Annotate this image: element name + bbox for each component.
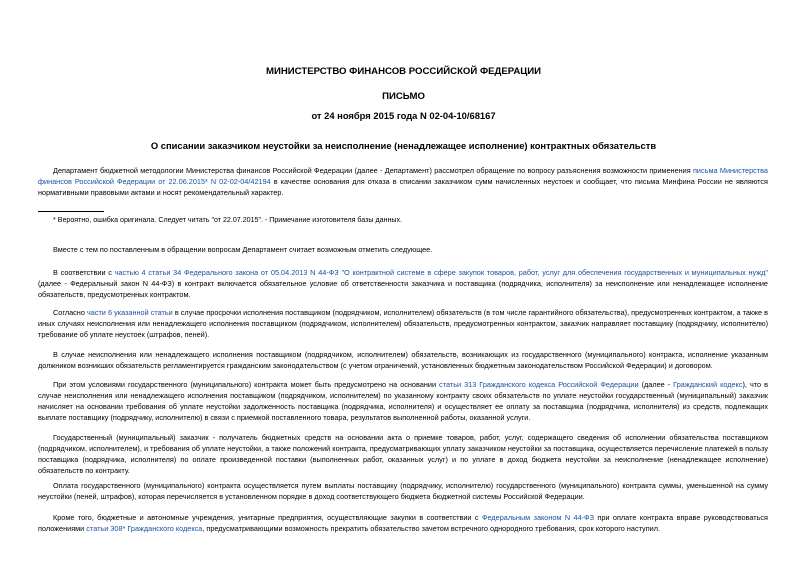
footnote: * Вероятно, ошибка оригинала. Следует читать "от 22.07.2015". - Примечание изготовителя базы данных. (53, 216, 403, 224)
paragraph-1-text-a: Департамент бюджетной методологии Министерства финансов Российской Федерации (далее - Департамент) рассмотрел обращение по вопросу разъяснения возможности применения (53, 166, 693, 175)
document-type: ПИСЬМО (382, 91, 425, 102)
paragraph-3-text-b: (далее - Федеральный закон N 44-ФЗ) в контракт включается обязательное условие об ответственности заказчика и поставщика (подрядчика, исполнителя) за неисполнение или ненадлежащее исполнение обязательств, предусмотренных контрактом. (38, 279, 768, 299)
paragraph-3 (38, 267, 768, 300)
paragraph-9-text-b: при оплате контракта вправе руководствоваться положениями (38, 513, 768, 533)
paragraph-4-text-b: в случае просрочки исполнения поставщиком (подрядчиком, исполнителем) обязательств (в том числе гарантийного обязательства), предусмотренных контрактом, а также в иных случаях неисполнения или ненадлежащего исполнения поставщиком (подрядчиком, исполнителем) обязательств, предусмотренных контрактом, заказчик направляет поставщику (подрядчику, исполнителю) требование об уплате неустоек (штрафов, пеней). (38, 308, 768, 339)
paragraph-6-text-a: При этом условиями государственного (муниципального) контракта может быть предусмотрено на основании (53, 380, 440, 389)
paragraph-6 (38, 379, 768, 423)
paragraph-5: В случае неисполнения или ненадлежащего исполнения поставщиком (подрядчиком, исполнителем) обязательств, возникающих из государственного (муниципального) контракта, исполнение указанным должником возникших обязательств регламентируется гражданским законодательством (с учетом ограничений, установленных бюджетным законодательством Российской Федерации) и договором. (38, 350, 768, 370)
link-civil-code-article-313[interactable]: статьи 313 Гражданского кодекса Российской Федерации (439, 380, 639, 389)
paragraph-1 (38, 165, 768, 198)
paragraph-9 (38, 512, 768, 534)
paragraph-4-text-a: Согласно (53, 308, 87, 317)
paragraph-7: Государственный (муниципальный) заказчик - получатель бюджетных средств на основании акта о приемке товаров, работ, услуг, содержащего сведения об исполнении обязательства поставщиком (подрядчиком, исполнителем), и требования об уплате неустойки, а также положений контракта, предусматривающих уплату заказчиком неустойки за поставщика, осуществляется перечисление платежей в пользу поставщика (подрядчика, исполнителя) по оплате произведенной поставки (выполненных работ, оказанных услуг) и по уплате в доход бюджета неустойки за неисполнение (ненадлежащее исполнение) обязательств по контракту. (38, 433, 768, 475)
link-minfin-letter[interactable]: письма Министерства финансов Российской Федерации от 22.06.2015* N 02-02-04/42194 (38, 166, 768, 186)
paragraph-6-text-b: (далее - (638, 380, 674, 389)
paragraph-1-text-b: в качестве основания для отказа в списании заказчиком сумм начисленных неустоек и сообщает, что письма Минфина России не являются нормативными правовыми актами и носят рекомендательный характер. (38, 177, 768, 197)
paragraph-6-text-c: ), что в случае неисполнения или ненадлежащего исполнения поставщиком (подрядчиком, исполнителем) по указанному контракту своих обязательств по уплате неустойки государственный (муниципальный) заказчик начисляет на основании требования об уплате неустойки задолженность поставщика (подрядчика, исполнителя) и осуществляет ее оплату за поставщика (подрядчика, исполнителя) из средств, подлежащих выплате поставщику (подрядчику, исполнителю) в связи с приемкой поставленного товара, результатов выполненной работы, оказанной услуги. (38, 380, 768, 422)
footnote-divider (38, 211, 104, 212)
paragraph-4 (38, 307, 768, 340)
document-subject: О списании заказчиком неустойки за неисполнение (ненадлежащее исполнение) контрактных обязательств (150, 140, 657, 151)
paragraph-2: Вместе с тем по поставленным в обращении вопросам Департамент считает возможным отметить следующее. (53, 245, 433, 254)
paragraph-3-text-a: В соответствии с (53, 268, 115, 277)
link-part-6-article[interactable]: части 6 указанной статьи (86, 308, 173, 317)
paragraph-9-text-a: Кроме того, бюджетные и автономные учреждения, унитарные предприятия, осуществляющие закупки в соответствии с (53, 513, 482, 522)
ministry-title: МИНИСТЕРСТВО ФИНАНСОВ РОССИЙСКОЙ ФЕДЕРАЦИИ (265, 66, 542, 77)
paragraph-9-text-c: , предусматривающими возможность прекратить обязательство зачетом встречного однородного требования, срок которого наступил. (202, 524, 661, 533)
paragraph-8: Оплата государственного (муниципального) контракта осуществляется путем выплаты поставщику (подрядчику, исполнителю) государственного (муниципального) контракта суммы, уменьшенной на сумму неустойки (пеней, штрафов), которая перечисляется в установленном порядке в доход соответствующего бюджета бюджетной системы Российской Федерации. (38, 481, 768, 501)
document-date-number: от 24 ноября 2015 года N 02-04-10/68167 (311, 110, 496, 121)
link-civil-code[interactable]: Гражданский кодекс (673, 380, 743, 389)
link-44fz[interactable]: Федеральным законом N 44-ФЗ (481, 513, 595, 522)
link-civil-code-article-308[interactable]: статьи 308* Гражданского кодекса (86, 524, 203, 533)
link-44fz-article-34[interactable]: частью 4 статьи 34 Федерального закона от 05.04.2013 N 44-ФЗ "О контрактной системе в сфере закупок товаров, работ, услуг для обеспечения государственных и муниципальных нужд" (114, 268, 768, 277)
